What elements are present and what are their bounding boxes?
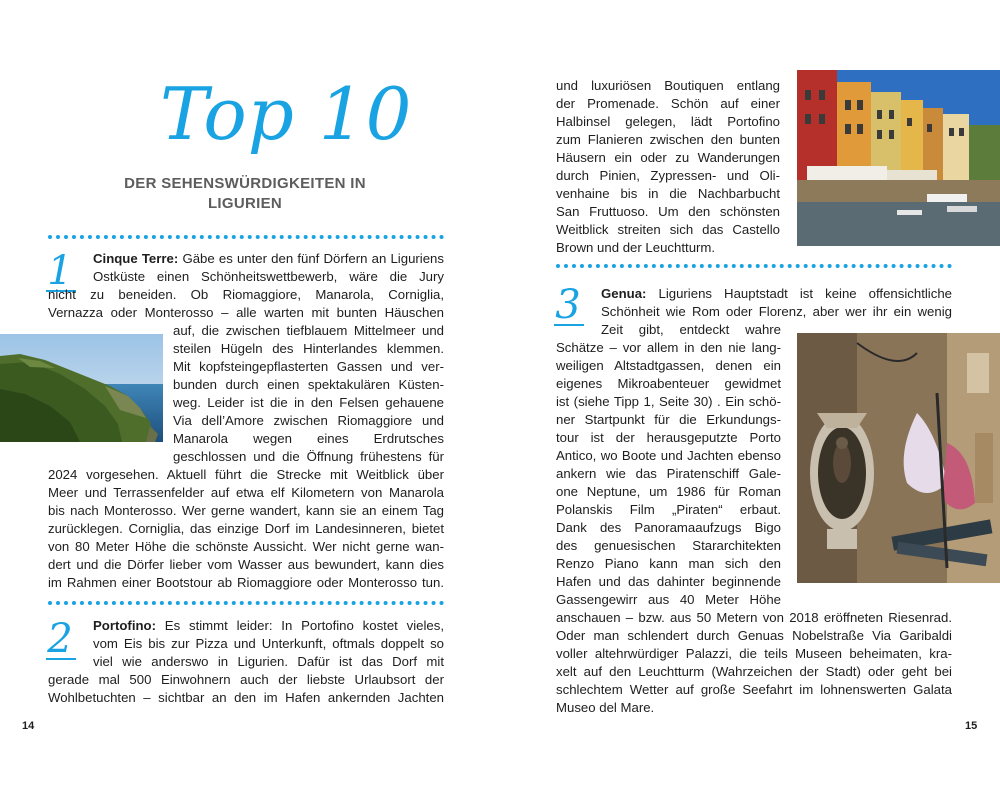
item-1-line: Cinque Terre: Gäbe es unter den fünf Dörfern an Liguriens — [93, 251, 444, 266]
page-title: Top 10 — [160, 72, 413, 156]
item-2-line: Portofino: Es stimmt leider: In Portofino kostet vieles, — [93, 618, 444, 633]
genua-photo — [797, 333, 1000, 583]
item-2-line: gerade mal 500 Einwohnern auch der liebste Urlaubsort der — [48, 672, 444, 687]
item-3-line: Zeit gibt, entdeckt wahre — [601, 322, 781, 337]
item-1-title: Cinque Terre: — [93, 251, 179, 266]
item-1-line: von 80 Meter Höhe die schönste Aussicht. Wer nicht gerne wan- — [48, 539, 444, 554]
item-3-line: ist (siehe Tipp 1, Seite 30) . Ein schö- — [556, 394, 781, 409]
page-number-left: 14 — [22, 720, 35, 732]
item-3-line: des genuesischen Stararchitekten — [556, 538, 781, 553]
item-3-line: ankern wie das Piratenschiff Gale- — [556, 466, 781, 481]
item-1-line: Manarola wegen eines Erdrutsches — [173, 431, 444, 446]
item-2-line: der Promenade. Schön auf einer — [556, 96, 780, 111]
item-2-line: zum Flanieren zwischen den bunten — [556, 132, 780, 147]
item-1-line: 2024 vorgesehen. Aktuell führt die Strecke mit Weitblick über — [48, 467, 444, 482]
item-3-title: Genua: — [601, 286, 647, 301]
item-2-line: viel wie anderswo in Ligurien. Dafür ist das Dorf mit — [93, 654, 444, 669]
item-3-line: anschauen – bzw. aus 50 Metern von 2018 eröffneten Riesenrad. — [556, 610, 952, 625]
cinque-terre-photo — [0, 334, 163, 442]
page-number-right: 15 — [965, 720, 978, 732]
item-2-line: durch Pinien, Zypressen- und Oli- — [556, 168, 780, 183]
item-2-line: und luxuriösen Boutiquen entlang — [556, 78, 780, 93]
item-1-line: im Rahmen einer Bootstour ab Riomaggiore oder Monterosso tun. — [48, 575, 444, 590]
item-1-line: bis nach Monterosso. Wer gerne wandert, kann sie an einem Tag — [48, 503, 444, 518]
item-1-line: Meer und Terrassenfelder auf etwa elf Kilometern von Manarola — [48, 485, 444, 500]
item-3-line: Hafen und das dahinter beginnende — [556, 574, 781, 589]
item-1-line: geschlossen und die Öffnung frühestens für — [173, 449, 444, 464]
item-1-line: Via dell’Amore zwischen Riomaggiore und — [173, 413, 444, 428]
dotted-divider — [48, 235, 444, 239]
item-3-line: Genua: Liguriens Hauptstadt ist keine offensichtliche — [601, 286, 952, 301]
item-3-line: weiligen Altstadtgassen, denen ein — [556, 358, 781, 373]
subtitle-line-2: LIGURIEN — [207, 195, 283, 212]
item-3-line: Antico, wo Boote und Jachten ebenso — [556, 448, 781, 463]
item-1-line: steilen Hügeln des Hinterlandes klemmen. — [173, 341, 444, 356]
item-2-line: vom Eis bis zur Pizza und Unterkunft, oftmals doppelt so — [93, 636, 444, 651]
item-3-line: Dank des Panoramaaufzugs Bigo — [556, 520, 781, 535]
item-3-line: ner Startpunkt für die Erkundungs- — [556, 412, 781, 427]
number-underline — [554, 324, 584, 326]
item-1-line: nicht zu beneiden. Ob Riomaggiore, Manarola, Corniglia, — [48, 287, 444, 302]
item-3-line: Renzo Piano kann man sich den — [556, 556, 781, 571]
item-2-line: Häusern ein oder zu Wanderungen — [556, 150, 780, 165]
item-3-line: eigenes Mikroabenteuer gewidmet — [556, 376, 781, 391]
item-2-line: Weitblick streiten sich das Castello — [556, 222, 780, 237]
item-number-3: 3 — [555, 282, 581, 328]
item-1-line: weg. Leider ist die in den Felsen gehauene — [173, 395, 444, 410]
dotted-divider — [48, 601, 444, 605]
item-2-line: Wohlbetuchten – sichtbar an den im Hafen ankernden Jachten — [48, 690, 444, 705]
page-subtitle — [105, 174, 385, 214]
item-3-line: Schätze – vor allem in den nie lang- — [556, 340, 781, 355]
item-3-line: xelt auf den Leuchtturm (Wahrzeichen der Stadt) oder geht bei — [556, 664, 952, 679]
item-number-1: 1 — [47, 248, 73, 294]
dotted-divider — [556, 264, 952, 268]
subtitle-line-1: DER SEHENSWÜRDIGKEITEN IN — [124, 175, 366, 192]
portofino-photo — [797, 70, 1000, 246]
item-2-line: San Fruttuoso. Um den schönsten — [556, 204, 780, 219]
item-1-line: Mit kopfsteingepflasterten Gassen und ver- — [173, 359, 444, 374]
item-1-line: Vernazza oder Monterosso – alle warten mit bunten Häuschen — [48, 305, 444, 320]
right-page — [500, 0, 1000, 800]
item-3-line: one Neptune, um 1986 für Roman — [556, 484, 781, 499]
item-3-line: Museo del Mare. — [556, 700, 655, 715]
item-3-line: Schönheit wie Rom oder Florenz, aber wer ihr ein wenig — [601, 304, 952, 319]
item-1-line: bunden durch einen spektakulären Küsten- — [173, 377, 444, 392]
item-2-line: Brown und der Leuchtturm. — [556, 240, 716, 255]
item-3-line: voller altehrwürdiger Palazzi, die teils Museen beheimaten, kra- — [556, 646, 952, 661]
item-number-2: 2 — [47, 616, 73, 662]
item-2-title: Portofino: — [93, 618, 156, 633]
item-1-line: Ostküste einen Schönheitswettbewerb, wäre die Jury — [93, 269, 444, 284]
item-3-line: Polanskis Film „Piraten“ erbaut. — [556, 502, 781, 517]
item-1-line: zurücklegen. Corniglia, das einzige Dorf im Landesinneren, bietet — [48, 521, 444, 536]
item-1-line: dert und die Dörfer lieber vom Wasser aus bewundert, kann dies — [48, 557, 444, 572]
item-3-line: Oder man schlendert durch Genuas Nobelstraße Via Garibaldi — [556, 628, 952, 643]
item-2-line: venhaine bis in die Nachbarbucht — [556, 186, 780, 201]
item-3-line: tour ist der herausgeputzte Porto — [556, 430, 781, 445]
item-1-line: auf, die zwischen tiefblauem Mittelmeer und — [173, 323, 444, 338]
item-2-line: Halbinsel gelegen, lädt Portofino — [556, 114, 780, 129]
item-3-line: Gassengewirr aus 40 Meter Höhe — [556, 592, 781, 607]
number-underline — [46, 658, 76, 660]
item-3-line: schlechtem Wetter auf große Seefahrt im lohnenswerten Galata — [556, 682, 952, 697]
